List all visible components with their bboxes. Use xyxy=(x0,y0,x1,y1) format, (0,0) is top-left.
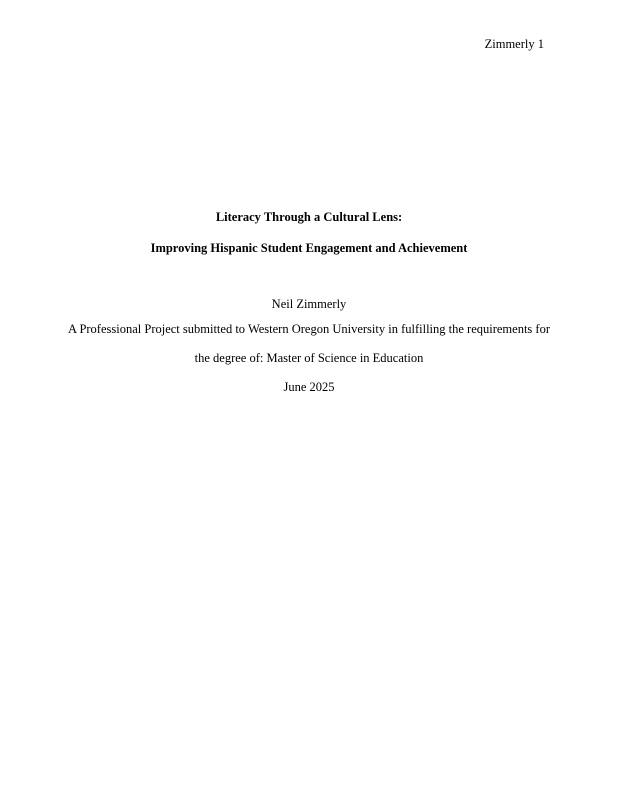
submission-date: June 2025 xyxy=(283,380,335,394)
title-line-2: Improving Hispanic Student Engagement and Achievement xyxy=(150,241,468,255)
author-name: Neil Zimmerly xyxy=(271,297,347,311)
project-description-line-1: A Professional Project submitted to Western Oregon University in fulfilling the requirements for xyxy=(67,322,550,336)
title-line-1: Literacy Through a Cultural Lens: xyxy=(215,210,403,224)
project-description-line-2: the degree of: Master of Science in Education xyxy=(194,351,424,365)
running-head: Zimmerly 1 xyxy=(484,37,544,51)
